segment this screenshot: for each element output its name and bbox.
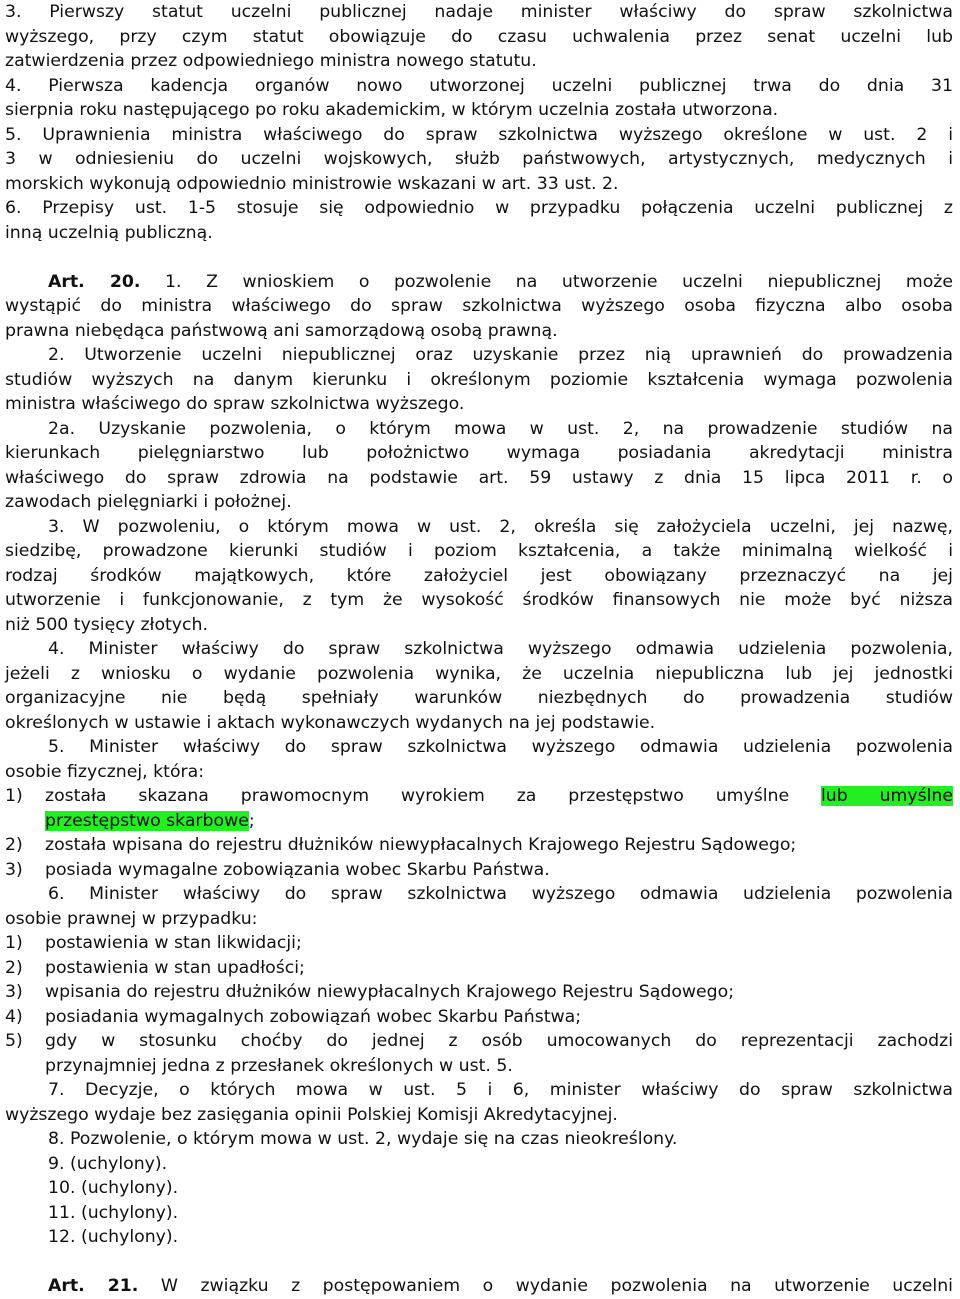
list-text: gdy w stosunku choćby do jednej z osób umocowanych do reprezentacji zachodzi: [45, 1031, 953, 1051]
text-line: 3. W pozwoleniu, o którym mowa w ust. 2, określa się założyciela uczelni, jej nazwę,: [48, 516, 953, 537]
list-text: wpisania do rejestru dłużników niewypłacalnych Krajowego Rejestru Sądowego;: [45, 982, 735, 1002]
text-line: osobie fizycznej, która:: [5, 761, 205, 782]
text-span: ;: [248, 810, 255, 831]
text-span: W związku z postępowaniem o wydanie pozwolenia na utworzenie uczelni: [138, 1276, 953, 1296]
list-item-continuation: [5, 1054, 953, 1079]
list-number: 5): [5, 1031, 23, 1051]
text-line: właściwego do spraw zdrowia na podstawie art. 59 ustawy z dnia 15 lipca 2011 r. o: [5, 467, 953, 488]
text-line: ministra właściwego do spraw szkolnictwa wyższego.: [5, 394, 465, 414]
art21-first-line: [48, 1274, 953, 1299]
text-line: 8. Pozwolenie, o którym mowa w ust. 2, wydaje się na czas nieokreślony.: [48, 1129, 678, 1149]
text-line: inną uczelnią publiczną.: [5, 222, 213, 243]
text-line: 3. Pierwszy statut uczelni publicznej nadaje minister właściwy do spraw szkolnictwa: [5, 2, 953, 22]
text-line: 2a. Uzyskanie pozwolenia, o którym mowa w ust. 2, na prowadzenie studiów na: [48, 418, 953, 439]
text-line: 6. Przepisy ust. 1-5 stosuje się odpowiednio w przypadku połączenia uczelni publicznej z: [5, 198, 953, 218]
text-line: kierunkach pielęgniarstwo lub położnictwo wymaga posiadania akredytacji ministra: [5, 443, 953, 463]
text-line: osobie prawnej w przypadku:: [5, 908, 258, 929]
text-line: wyższego wydaje bez zasięgania opinii Polskiej Komisji Akredytacyjnej.: [5, 1104, 618, 1125]
list-text: posiada wymagalne zobowiązania wobec Skarbu Państwa.: [45, 859, 550, 880]
list-item: [5, 931, 953, 956]
list-item: [5, 980, 953, 1005]
text-line: siedzibę, prowadzone kierunki studiów i poziom kształcenia, a także minimalną wielkość i: [5, 541, 953, 561]
text-line: zatwierdzenia przez odpowiedniego ministra nowego statutu.: [5, 51, 537, 71]
text-span: została skazana prawomocnym wyrokiem za przestępstwo umyślne: [45, 786, 821, 806]
text-line: studiów wyższych na danym kierunku i określonym poziomie kształcenia wymaga pozwolenia: [5, 369, 953, 390]
text-line: 2. Utworzenie uczelni niepublicznej oraz uzyskanie przez nią uprawnień do prowadzenia: [48, 345, 953, 365]
list-number: 3): [5, 859, 23, 880]
text-line: 7. Decyzje, o których mowa w ust. 5 i 6, minister właściwy do spraw szkolnictwa: [48, 1080, 953, 1100]
list-text: [45, 809, 953, 834]
text-line: sierpnia roku następującego po roku akademickim, w którym uczelnia została utworzona.: [5, 100, 779, 120]
text-line: morskich wykonują odpowiednio ministrowie wskazani w art. 33 ust. 2.: [5, 173, 619, 194]
text-line: prawna niebędąca państwową ani samorządową osobą prawną.: [5, 320, 558, 341]
list-text: została wpisana do rejestru dłużników niewypłacalnych Krajowego Rejestru Sądowego;: [45, 835, 797, 855]
text-line: jeżeli z wniosku o wydanie pozwolenia wynika, że uczelnia niepubliczna lub jej jednostki: [5, 663, 953, 684]
list-number: 4): [5, 1006, 23, 1027]
text-line: 11. (uchylony).: [48, 1202, 179, 1223]
text-line: 12. (uchylony).: [48, 1227, 179, 1247]
list-item: [5, 784, 953, 809]
text-line: 4. Pierwsza kadencja organów nowo utworzonej uczelni publicznej trwa do dnia 31: [5, 75, 953, 96]
list-text: posiadania wymagalnych zobowiązań wobec Skarbu Państwa;: [45, 1006, 582, 1027]
list-item: [5, 956, 953, 981]
list-item: [5, 1029, 953, 1054]
list-text: postawienia w stan likwidacji;: [45, 933, 302, 953]
list-number: 3): [5, 982, 23, 1002]
list-text: przynajmniej jedna z przesłanek określonych w ust. 5.: [45, 1055, 513, 1076]
highlighted-text: lub umyślne: [821, 786, 953, 806]
art20-first-line: [48, 270, 953, 295]
text-line: rodzaj środków majątkowych, które założyciel jest obowiązany przeznaczyć na jej: [5, 565, 953, 586]
list-number: 2): [5, 835, 23, 855]
text-line: utworzenie i funkcjonowanie, z tym że wysokość środków finansowych nie może być niższa: [5, 590, 953, 610]
list-item: [5, 833, 953, 858]
text-line: 6. Minister właściwy do spraw szkolnictwa wyższego odmawia udzielenia pozwolenia: [48, 884, 953, 904]
highlighted-text: przestępstwo skarbowe: [45, 810, 249, 831]
list-text: postawienia w stan upadłości;: [45, 957, 305, 978]
text-line: niż 500 tysięcy złotych.: [5, 614, 208, 635]
text-line: określonych w ustawie i aktach wykonawczych wydanych na jej podstawie.: [5, 712, 656, 733]
text-line: wystąpić do ministra właściwego do spraw szkolnictwa wyższego osoba fizyczna albo osoba: [5, 296, 953, 316]
text-line: organizacyjne nie będą spełniały warunków niezbędnych do prowadzenia studiów: [5, 688, 953, 708]
text-line: zawodach pielęgniarki i położnej.: [5, 492, 292, 512]
text-line: 3 w odniesieniu do uczelni wojskowych, służb państwowych, artystycznych, medycznych i: [5, 149, 953, 169]
text-line: 5. Uprawnienia ministra właściwego do spraw szkolnictwa wyższego określone w ust. 2 i: [5, 124, 953, 145]
text-line: 4. Minister właściwy do spraw szkolnictwa wyższego odmawia udzielenia pozwolenia,: [48, 639, 953, 659]
list-text: [45, 784, 953, 809]
text-line: 5. Minister właściwy do spraw szkolnictwa wyższego odmawia udzielenia pozwolenia: [48, 737, 953, 757]
text-span: 1. Z wnioskiem o pozwolenie na utworzenie uczelni niepublicznej może: [140, 271, 953, 292]
text-line: 10. (uchylony).: [48, 1178, 179, 1198]
text-line: wyższego, przy czym statut obowiązuje do czasu uchwalenia przez senat uczelni lub: [5, 26, 953, 47]
list-item-continuation: [5, 809, 953, 834]
article-heading: Art. 21.: [48, 1276, 139, 1296]
text-line: 9. (uchylony).: [48, 1153, 168, 1174]
list-item: [5, 858, 953, 883]
article-heading: Art. 20.: [48, 271, 141, 292]
list-number: 1): [5, 786, 23, 806]
list-item: [5, 1005, 953, 1030]
list-number: 1): [5, 933, 23, 953]
list-number: 2): [5, 957, 23, 978]
